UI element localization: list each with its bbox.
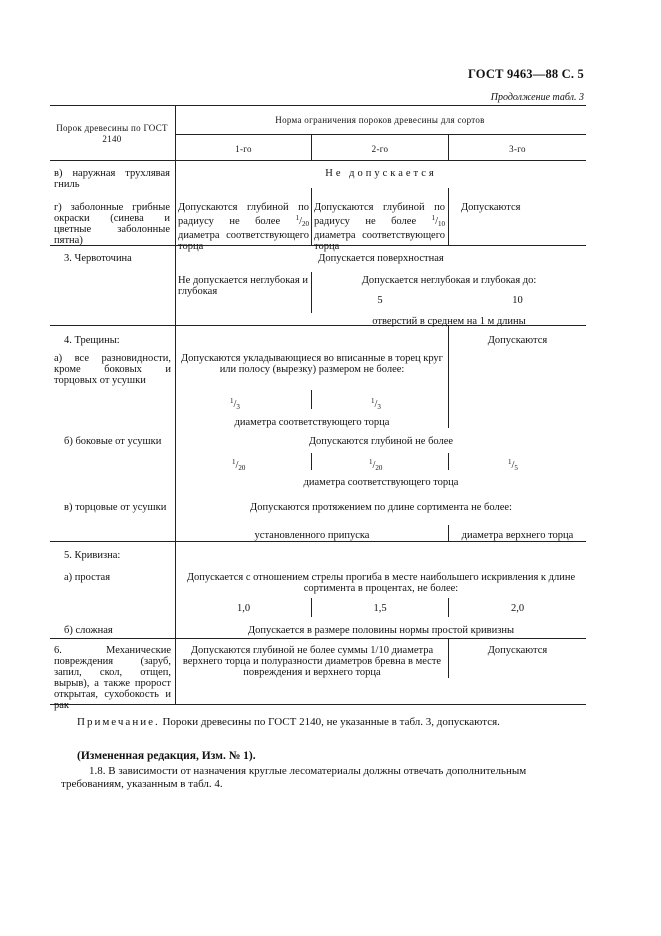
worm-grade-2-value: 5 <box>377 295 383 306</box>
page-header-title: ГОСТ 9463—88 С. 5 <box>467 67 584 81</box>
worm-surface: Допускается поверхностная <box>318 253 444 264</box>
mech-grade-3: Допускаются <box>487 645 548 656</box>
cracks-c-grade-3: диаметра верхнего торца <box>461 530 574 541</box>
table-note <box>77 716 500 728</box>
column-header-grade-2: 2-го <box>371 144 389 154</box>
worm-grade-3-value: 10 <box>512 295 523 306</box>
worm-grade-1: Не допускается неглубокая и глубокая <box>178 275 308 297</box>
worm-grade-23: Допускается неглубокая и глубокая до: <box>361 275 537 286</box>
cracks-a-grade-2: $^1/_3$ <box>371 397 381 411</box>
column-header-grade-3: 3-го <box>509 144 526 154</box>
revision-note: (Измененная редакция, Изм. № 1). <box>77 750 256 762</box>
curvature-a-grade-3: 2,0 <box>510 603 525 614</box>
mech-grade-12: Допускаются глубиной не более суммы 1/10 диаметра верхнего торца и полуразности диаметров бревна в месте повреждения и верхнего торца <box>182 645 442 678</box>
curvature-b-text: Допускается в размере половины нормы простой кривизны <box>247 625 515 636</box>
cracks-a-unit: диаметра соответствующего торца <box>234 417 390 428</box>
column-header-grade-1: 1-го <box>235 144 252 154</box>
cracks-b-grade-3: $^1/_5$ <box>508 458 518 472</box>
row-label-curvature: 5. Кривизна: <box>64 550 121 561</box>
worm-unit: отверстий в среднем на 1 м длины <box>372 316 526 327</box>
row-label-cracks-a: а) все разновидности, кроме боковых и торцовых от усушки <box>54 353 171 386</box>
curvature-a-grade-2: 1,5 <box>373 603 387 614</box>
table-continuation-label: Продолжение табл. 3 <box>490 92 584 103</box>
row-label-outer-rot: в) наружная трухлявая гниль <box>54 168 170 190</box>
row-label-cracks: 4. Трещины: <box>64 335 120 346</box>
curvature-a-text: Допускается с отношением стрелы прогиба в месте наибольшего искривления к длине сортимента в процентах, не более: <box>186 572 576 594</box>
stain-grade-2: Допускаются глубиной по радиусу не более $^1/_{10}$ диаметра соответствующего торца <box>314 202 445 252</box>
cracks-c-grade-12: установленного припуска <box>254 530 370 541</box>
cracks-b-grade-2: $^1/_{20}$ <box>369 458 383 472</box>
rot-value: Не допускается <box>325 168 437 179</box>
stain-grade-1: Допускаются глубиной по радиусу не более $^1/_{20}$ диаметра соответствующего торца <box>178 202 309 252</box>
cracks-a-grade-1: $^1/_3$ <box>230 397 240 411</box>
cracks-grade-3: Допускаются <box>487 335 548 346</box>
stain-grade-3: Допускаются <box>461 202 521 213</box>
row-label-cracks-c: в) торцовые от усушки <box>64 502 167 513</box>
row-label-mechanical: 6. Механические повреждения (заруб, запил, скол, отщеп, вырыв), а также пророст открытая, сухобокость и рак <box>54 645 171 711</box>
cracks-b-text: Допускаются глубиной не более <box>308 436 454 447</box>
note-label: Примечание. <box>77 716 160 728</box>
cracks-b-unit: диаметра соответствующего торца <box>303 477 459 488</box>
note-text: Пороки древесины по ГОСТ 2140, не указанные в табл. 3, допускаются. <box>162 716 500 728</box>
row-label-sapwood-stain: г) заболонные грибные окраски (синева и цветные заболонные пятна) <box>54 202 170 246</box>
defects-table <box>50 105 586 711</box>
row-label-curvature-b: б) сложная <box>64 625 113 636</box>
cracks-b-grade-1: $^1/_{20}$ <box>232 458 246 472</box>
cracks-c-text: Допускаются протяжением по длине сортимента не более: <box>250 502 512 513</box>
paragraph-1-8: 1.8. В зависимости от назначения круглые лесоматериалы должны отвечать дополнительным <box>89 765 527 777</box>
cracks-a-text: Допускаются укладывающиеся во вписанные в торец круг или полосу (вырезку) размером не более: <box>181 353 443 375</box>
table-grid <box>50 105 586 705</box>
curvature-a-grade-1: 1,0 <box>236 603 251 614</box>
row-label-curvature-a: а) простая <box>64 572 111 583</box>
paragraph-1-8-continued: требованиям, указанным в табл. 4. <box>61 778 223 790</box>
row-label-wormhole: 3. Червоточина <box>64 253 132 264</box>
column-header-defect: Порок древесины по ГОСТ 2140 <box>56 123 168 144</box>
column-header-norm: Норма ограничения пороков древесины для сортов <box>275 115 485 125</box>
row-label-cracks-b: б) боковые от усушки <box>64 436 162 447</box>
